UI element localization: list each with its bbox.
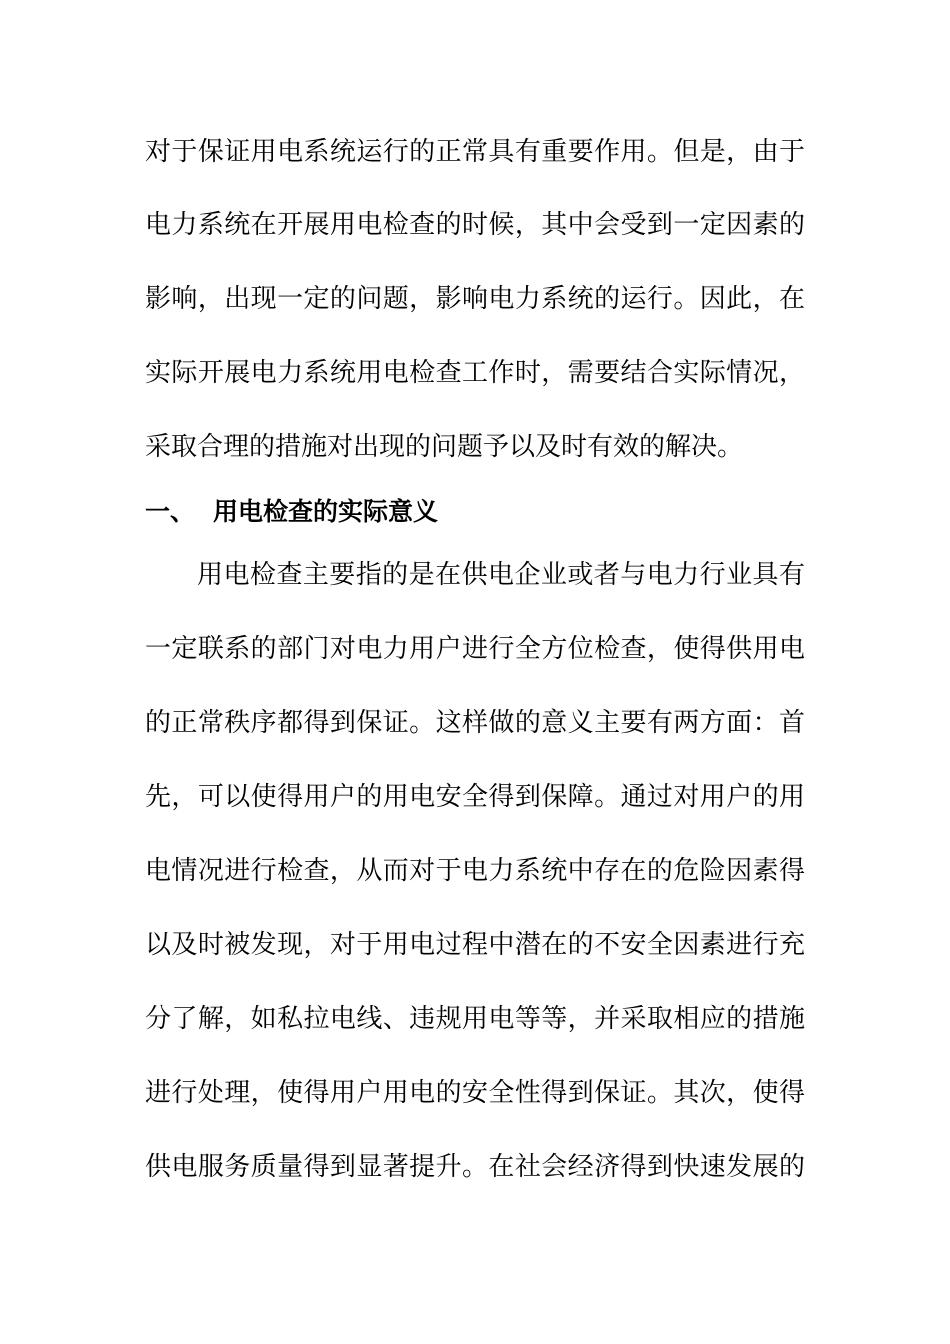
paragraph-1-line-3: 影响，出现一定的问题，影响电力系统的运行。因此，在 (145, 284, 805, 314)
paragraph-2-line-7: 分了解，如私拉电线、违规用电等等，并采取相应的措施 (145, 1004, 805, 1034)
paragraph-2-line-6: 以及时被发现，对于用电过程中潜在的不安全因素进行充 (145, 930, 805, 960)
section-number: 一、 (145, 497, 196, 526)
paragraph-2-line-2: 一定联系的部门对电力用户进行全方位检查，使得供用电 (145, 634, 805, 664)
paragraph-1-line-4: 实际开展电力系统用电检查工作时，需要结合实际情况， (145, 358, 805, 388)
paragraph-2-line-5: 电情况进行检查，从而对于电力系统中存在的危险因素得 (145, 856, 805, 886)
paragraph-1-line-2: 电力系统在开展用电检查的时候，其中会受到一定因素的 (145, 210, 805, 240)
paragraph-1-line-1: 对于保证用电系统运行的正常具有重要作用。但是，由于 (145, 137, 805, 167)
paragraph-1-line-5: 采取合理的措施对出现的问题予以及时有效的解决。 (145, 432, 744, 462)
section-title: 用电检查的实际意义 (213, 497, 439, 526)
paragraph-2-line-3: 的正常秩序都得到保证。这样做的意义主要有两方面：首 (145, 708, 805, 738)
paragraph-2-line-1: 用电检查主要指的是在供电企业或者与电力行业具有 (197, 560, 805, 590)
paragraph-2-line-8: 进行处理，使得用户用电的安全性得到保证。其次，使得 (145, 1078, 805, 1108)
paragraph-2-line-9: 供电服务质量得到显著提升。在社会经济得到快速发展的 (145, 1152, 805, 1182)
paragraph-2-line-4: 先，可以使得用户的用电安全得到保障。通过对用户的用 (145, 782, 805, 812)
section-heading (145, 492, 438, 532)
